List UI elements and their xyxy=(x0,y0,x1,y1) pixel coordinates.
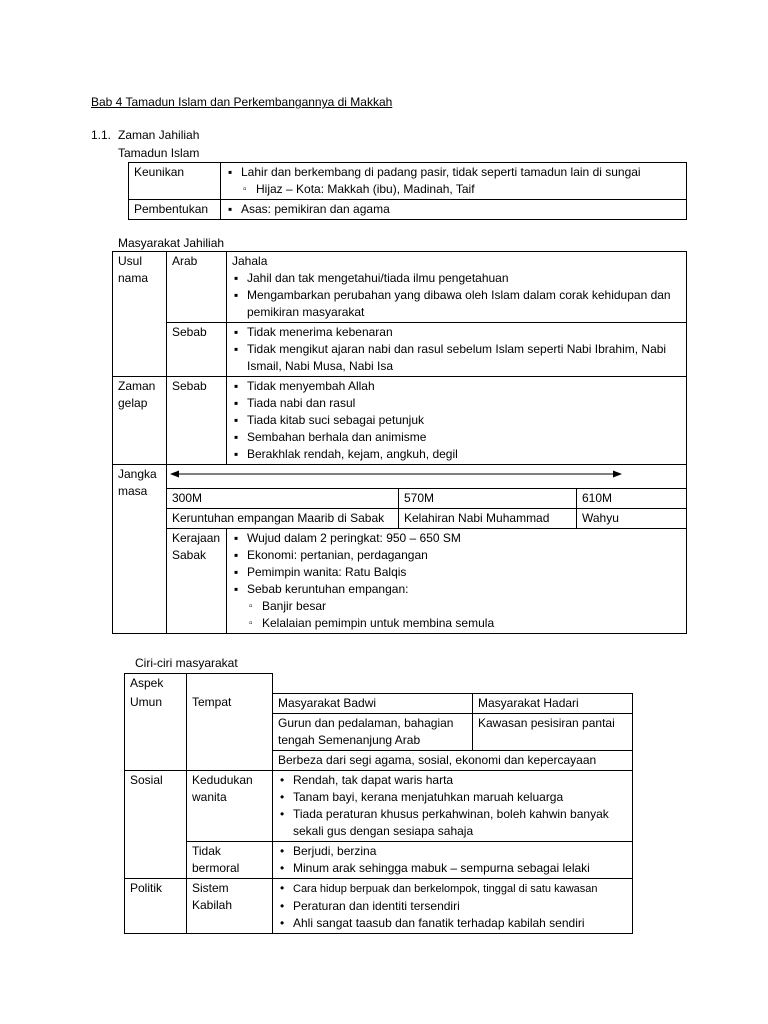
table-row xyxy=(125,878,633,933)
list-item: ▪ Pemimpin wanita: Ratu Balqis xyxy=(234,565,407,579)
table-row xyxy=(113,323,687,377)
list-item: ▪ Sembahan berhala dan animisme xyxy=(234,430,427,444)
table-row xyxy=(125,674,633,694)
aspek-label: Aspek xyxy=(125,674,187,694)
tamadun-heading: Tamadun Islam xyxy=(118,146,200,160)
list-item: • Peraturan dan identiti tersendiri xyxy=(280,898,460,913)
page-title: Bab 4 Tamadun Islam dan Perkembangannya di Makkah xyxy=(91,95,393,109)
table-row xyxy=(113,377,687,465)
tidak-bermoral-label: Tidak bermoral xyxy=(187,841,273,878)
timeline-year: 610M xyxy=(577,489,687,509)
timeline-event: Keruntuhan empangan Maarib di Sabak xyxy=(167,509,399,529)
timeline-event: Kelahiran Nabi Muhammad xyxy=(399,509,577,529)
masyarakat-table xyxy=(112,251,687,634)
table-row xyxy=(113,465,687,489)
section-title: Zaman Jahiliah xyxy=(118,128,200,142)
list-item: ▪ Jahil dan tak mengetahui/tiada ilmu pengetahuan xyxy=(234,271,509,285)
politik-label: Politik xyxy=(125,878,187,933)
jahala-heading: Jahala xyxy=(232,254,268,268)
badwi-heading: Masyarakat Badwi xyxy=(273,693,473,713)
table-row xyxy=(125,841,633,878)
list-item: ▪ Asas: pemikiran dan agama xyxy=(228,202,390,216)
list-item: • Minum arak sehingga mabuk – sempurna sebagai lelaki xyxy=(280,860,590,875)
kedudukan-label: Kedudukan wanita xyxy=(187,770,273,841)
sebab-label: Sebab xyxy=(167,323,227,377)
list-item: ▪ Berakhlak rendah, kejam, angkuh, degil xyxy=(234,447,458,461)
list-item: ▪ Sebab keruntuhan empangan: xyxy=(234,582,409,596)
tempat-label: Tempat xyxy=(187,693,273,770)
list-item: • Cara hidup berpuak dan berkelompok, tinggal di satu kawasan xyxy=(280,880,598,895)
table-row xyxy=(125,693,633,713)
list-item: ▪ Tidak menerima kebenaran xyxy=(234,325,393,339)
list-item: ▪ Tidak menyembah Allah xyxy=(234,379,375,393)
list-item: ▪ Tiada nabi dan rasul xyxy=(234,396,356,410)
timeline-arrow xyxy=(167,465,627,483)
list-item: ▪ Mengambarkan perubahan yang dibawa oleh Islam dalam corak kehidupan dan pemikiran masyarakat xyxy=(234,288,671,319)
table-row xyxy=(125,770,633,841)
umun-label: Umun xyxy=(125,693,187,770)
list-item: ▪ Tiada kitab suci sebagai petunjuk xyxy=(234,413,424,427)
list-item: ▪ Lahir dan berkembang di padang pasir, tidak seperti tamadun lain di sungai xyxy=(228,165,641,179)
timeline-year: 570M xyxy=(399,489,577,509)
hadari-desc: Kawasan pesisiran pantai xyxy=(473,713,633,750)
list-item: ▪ Tidak mengikut ajaran nabi dan rasul sebelum Islam seperti Nabi Ibrahim, Nabi Ismail, Nabi Musa, Nabi Isa xyxy=(234,342,667,373)
list-item: • Tiada peraturan khusus perkahwinan, boleh kahwin banyak sekali gus dengan sesiapa sahaja xyxy=(280,806,609,838)
table-row xyxy=(129,163,687,200)
list-item: ▪ Wujud dalam 2 peringkat: 950 – 650 SM xyxy=(234,531,461,545)
row-label: Keunikan xyxy=(129,163,221,200)
list-item: • Tanam bayi, kerana menjatuhkan maruah keluarga xyxy=(280,789,564,804)
timeline-event: Wahyu xyxy=(577,509,687,529)
ciri-heading: Ciri-ciri masyarakat xyxy=(135,656,238,670)
masyarakat-heading: Masyarakat Jahiliah xyxy=(118,236,225,250)
section-number: 1.1. xyxy=(91,128,112,142)
badwi-desc: Gurun dan pedalaman, bahagian tengah Semenanjung Arab xyxy=(273,713,473,750)
row-label: Pembentukan xyxy=(129,200,221,220)
list-item: • Rendah, tak dapat waris harta xyxy=(280,772,454,787)
jangka-masa-label: Jangka masa xyxy=(113,465,167,634)
sosial-label: Sosial xyxy=(125,770,187,878)
kerajaan-sabak-label: Kerajaan Sabak xyxy=(167,529,227,634)
beza-text: Berbeza dari segi agama, sosial, ekonomi dan kepercayaan xyxy=(273,750,633,770)
sebab-label: Sebab xyxy=(167,377,227,465)
tamadun-table xyxy=(128,162,687,220)
list-item: ▪ Ekonomi: pertanian, perdagangan xyxy=(234,548,428,562)
table-row xyxy=(113,252,687,323)
usul-nama-label: Usul nama xyxy=(113,252,167,377)
ciri-table xyxy=(124,673,633,934)
hadari-heading: Masyarakat Hadari xyxy=(473,693,633,713)
table-row xyxy=(113,529,687,634)
list-item: ▫ Kelalaian pemimpin untuk membina semula xyxy=(249,616,495,630)
list-item: • Berjudi, berzina xyxy=(280,843,377,858)
zaman-gelap-label: Zaman gelap xyxy=(113,377,167,465)
list-item: ▫ Hijaz – Kota: Makkah (ibu), Madinah, Taif xyxy=(243,182,475,196)
list-item: ▫ Banjir besar xyxy=(249,599,327,613)
timeline-year: 300M xyxy=(167,489,399,509)
timeline-events-row xyxy=(113,509,687,529)
timeline-years-row xyxy=(113,489,687,509)
sistem-kabilah-label: Sistem Kabilah xyxy=(187,878,273,933)
table-row xyxy=(129,200,687,220)
arab-label: Arab xyxy=(167,252,227,323)
list-item: • Ahli sangat taasub dan fanatik terhadap kabilah sendiri xyxy=(280,915,585,930)
